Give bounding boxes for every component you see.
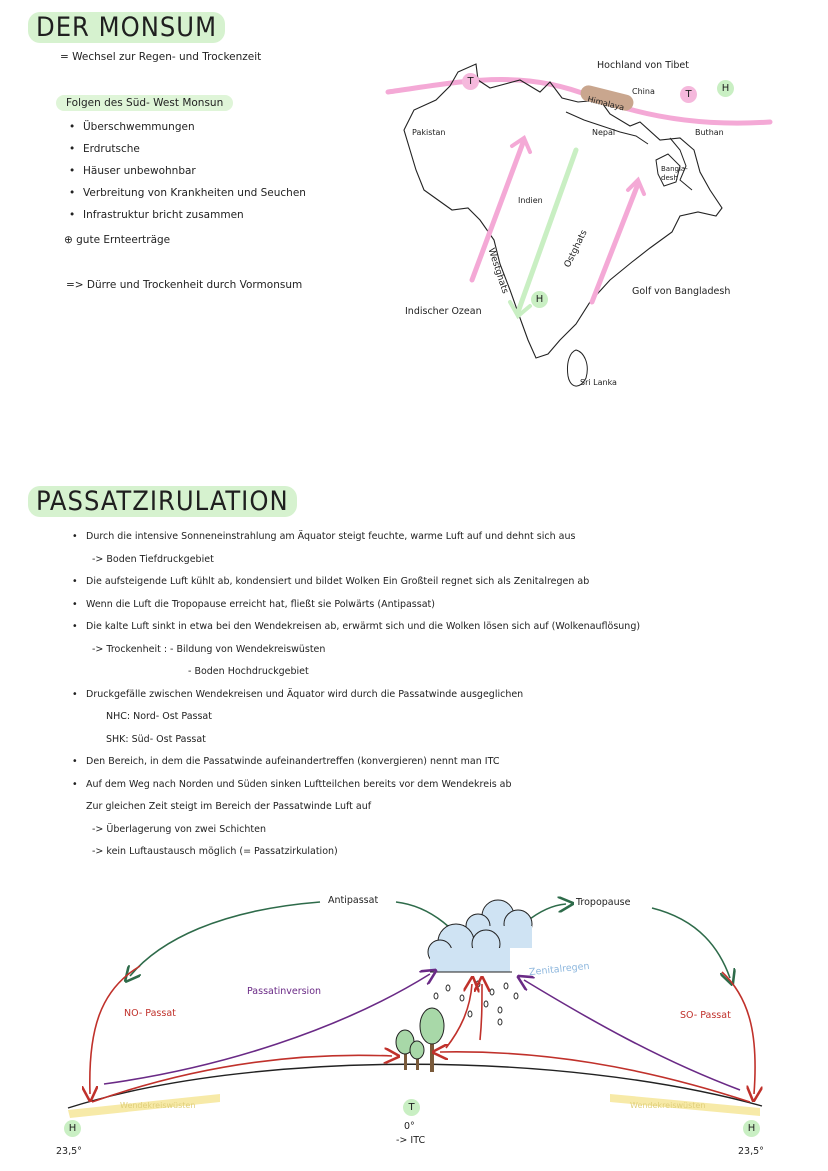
label-wueste-right: Wendekreiswüsten: [630, 1101, 706, 1110]
label-indien: Indien: [518, 196, 543, 205]
marker-t-center: T: [403, 1099, 420, 1116]
label-nepal: Nepal: [592, 128, 616, 137]
label-bhutan: Buthan: [695, 128, 724, 137]
label-zenitalregen: Zenitalregen: [528, 960, 591, 979]
folgen-item: • Überschwemmungen: [83, 121, 306, 143]
passat-line: • Die kalte Luft sinkt in etwa bei den Wendekreisen ab, erwärmt sich und die Wolken lösen sich auf (Wolkenauflösung): [86, 621, 806, 644]
label-no-passat: NO- Passat: [124, 1008, 176, 1019]
label-westghats: Westghats: [485, 246, 510, 296]
rising-air-arrow-2: [480, 984, 482, 1040]
label-himalaya: Himalaya: [586, 94, 626, 113]
folgen-list: [83, 121, 306, 231]
marker-h-ocean: H: [531, 291, 548, 308]
passat-line: NHC: Nord- Ost Passat: [106, 711, 212, 722]
passat-line: -> kein Luftaustausch möglich (= Passatzirkulation): [92, 846, 338, 857]
folgen-item: • Erdrutsche: [83, 143, 306, 165]
folgen-item: • Verbreitung von Krankheiten und Seuchen: [83, 187, 306, 209]
folgen-item: • Häuser unbewohnbar: [83, 165, 306, 187]
passat-line: - Boden Hochdruckgebiet: [188, 666, 309, 677]
label-ostghats: Ostghats: [562, 228, 590, 270]
label-ozean: Indischer Ozean: [405, 306, 482, 317]
passat-title: PASSATZIRULATION: [28, 486, 297, 517]
cloud-icon: [428, 900, 532, 972]
label-china: China: [632, 87, 655, 96]
passat-line: -> Boden Tiefdruckgebiet: [92, 553, 214, 565]
pink-arrow-east: [592, 184, 638, 302]
rain-drops-icon: [434, 981, 518, 1025]
passatinversion-right-arrow: [524, 980, 740, 1090]
tropopause-right-arrow: [652, 908, 730, 978]
label-so-passat: SO- Passat: [680, 1010, 731, 1021]
no-passat-descending: [90, 966, 140, 1094]
passat-line: • Auf dem Weg nach Norden und Süden sinken Luftteilchen bereits vor dem Wendekreis ab: [86, 779, 806, 802]
marker-t-pakistan: T: [462, 73, 479, 90]
passat-line: Zur gleichen Zeit steigt im Bereich der Passatwinde Luft auf: [86, 801, 372, 812]
label-deg-center: 0°: [404, 1121, 415, 1132]
antipassat-left-arrow: [130, 902, 320, 976]
positiv-item: ⊕ gute Ernteerträge: [64, 234, 171, 246]
label-deg-right: 23,5°: [738, 1146, 764, 1157]
passat-line: • Die aufsteigende Luft kühlt ab, kondensiert und bildet Wolken Ein Großteil regnet sich als Zenitalregen ab: [86, 576, 806, 599]
monsun-subtitle: = Wechsel zur Regen- und Trockenzeit: [60, 51, 262, 63]
marker-h-right: H: [743, 1120, 760, 1137]
monsoon-band: [388, 80, 770, 124]
passat-line: -> Überlagerung von zwei Schichten: [92, 823, 266, 835]
label-wueste-left: Wendekreiswüsten: [120, 1101, 196, 1110]
marker-h-left: H: [64, 1120, 81, 1137]
trees-icon: [396, 1008, 444, 1072]
label-deg-left: 23,5°: [56, 1146, 82, 1157]
label-srilanka: Sri Lanka: [580, 378, 617, 387]
label-passatinversion: Passatinversion: [247, 986, 322, 997]
label-tropopause: Tropopause: [576, 897, 631, 908]
label-itc: -> ITC: [396, 1135, 426, 1146]
passat-lines: [86, 531, 806, 869]
label-golf: Golf von Bangladesh: [632, 286, 731, 297]
passat-line: -> Trockenheit : - Bildung von Wendekreiswüsten: [92, 643, 326, 655]
marker-t-tibet: T: [680, 86, 697, 103]
so-passat-descending: [722, 972, 755, 1094]
label-tibet: Hochland von Tibet: [597, 60, 689, 71]
marker-h-tibet: H: [717, 80, 734, 97]
duerre-text: => Dürre und Trockenheit durch Vormonsum: [66, 279, 303, 291]
passat-line: • Den Bereich, in dem die Passatwinde aufeinandertreffen (konvergieren) nennt man ITC: [86, 756, 806, 779]
passat-line: • Druckgefälle zwischen Wendekreisen und Äquator wird durch die Passatwinde ausgeglichen: [86, 689, 806, 712]
label-pakistan: Pakistan: [412, 128, 446, 137]
monsun-title: DER MONSUM: [28, 12, 225, 43]
label-antipassat: Antipassat: [328, 895, 379, 906]
green-arrow: [518, 150, 576, 312]
passat-line: • Durch die intensive Sonneneinstrahlung am Äquator steigt feuchte, warme Luft auf und dehnt sich aus: [86, 531, 806, 554]
folgen-title: Folgen des Süd- West Monsun: [56, 95, 233, 111]
label-bangladesh: Bangla-desh: [661, 165, 688, 182]
passat-line: SHK: Süd- Ost Passat: [106, 733, 206, 745]
folgen-item: • Infrastruktur bricht zusammen: [83, 209, 306, 231]
passat-line: • Wenn die Luft die Tropopause erreicht hat, fließt sie Polwärts (Antipassat): [86, 599, 806, 622]
so-passat-surface-arrow: [440, 1052, 750, 1102]
